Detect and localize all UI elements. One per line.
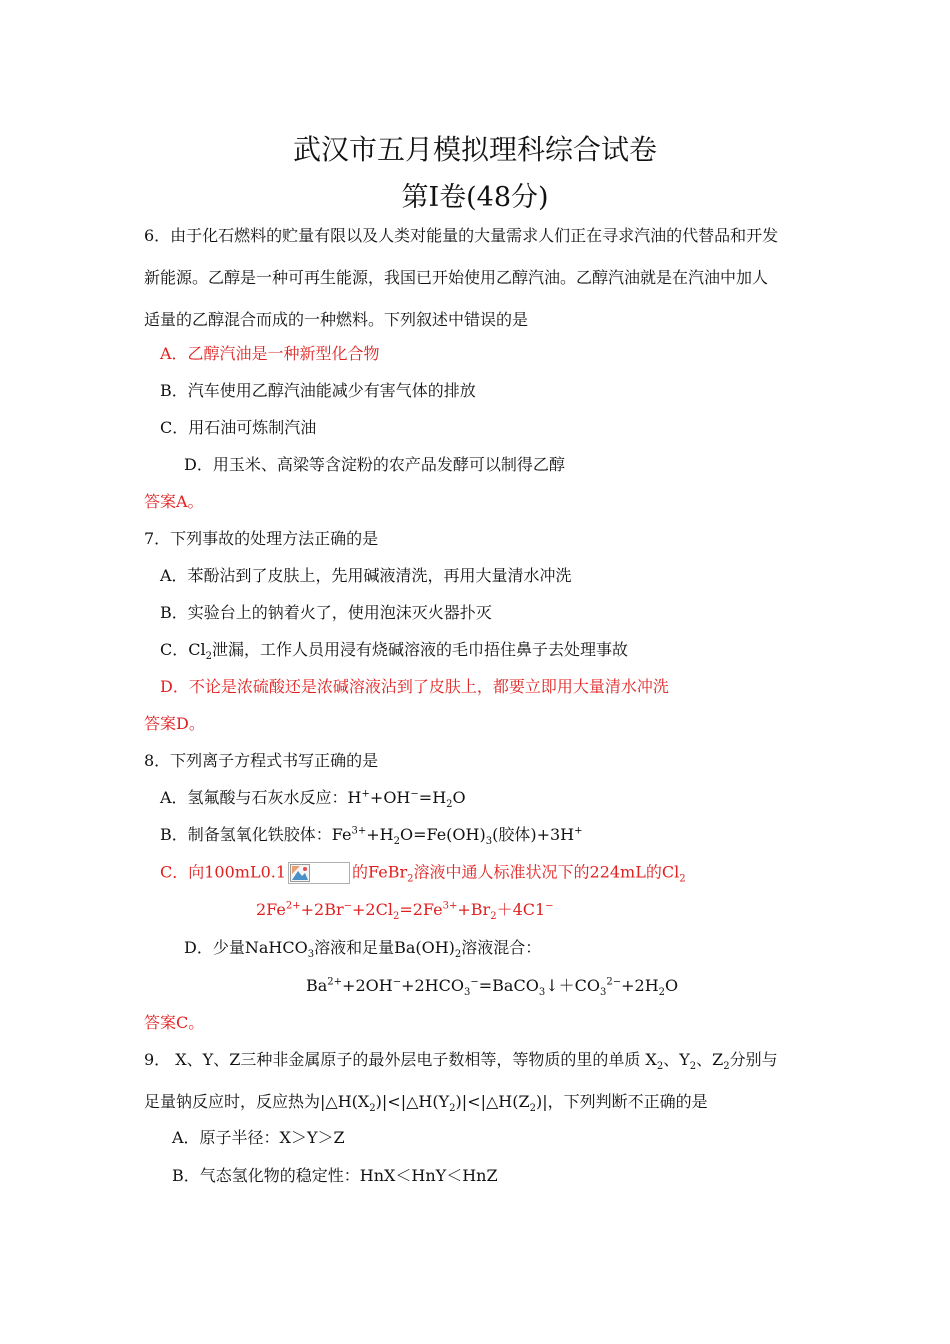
q6-answer: 答案A。 xyxy=(144,492,204,511)
q8-option-d: D．少量NaHCO$_3$溶液和足量$Ba(OH)_2$溶液混合： xyxy=(184,938,542,961)
q8-option-d-equation: $Ba^{2+}+2OH^-+2HCO_3^-=BaCO_3↓+CO_3^{2-}+2H_2O$ xyxy=(306,976,679,999)
q8-option-c: C．向100mL0.1 的FeBr$_2$溶液中通人标准状况下的224mL的$Cl_2$ xyxy=(160,862,686,885)
broken-image-icon xyxy=(288,862,350,884)
q7-option-d: D．不论是浓硫酸还是浓碱溶液沾到了皮肤上，都要立即用大量清水冲洗 xyxy=(160,677,669,696)
q6-stem-line2: 新能源。乙醇是一种可再生能源，我国已开始使用乙醇汽油。乙醇汽油就是在汽油中加人 xyxy=(144,268,769,287)
q8-answer: 答案C。 xyxy=(144,1013,205,1032)
q7-answer: 答案D。 xyxy=(144,714,205,733)
q9-option-a: A．原子半径：X＞Y＞Z xyxy=(172,1128,345,1147)
q7-option-a: A．苯酚沾到了皮肤上，先用碱液清洗，再用大量清水冲洗 xyxy=(160,566,572,585)
q8-option-c-equation: $2Fe^{2+}+2Br^-+2Cl_2=2Fe^{3+}+Br_2+4C1^-$ xyxy=(256,900,554,923)
q9-option-b: B．气态氢化物的稳定性：HnX＜HnY＜HnZ xyxy=(172,1166,498,1185)
q8-stem: 8．下列离子方程式书写正确的是 xyxy=(144,751,379,770)
q9-stem-line1: 9． X、Y、Z三种非金属原子的最外层电子数相等，等物质的里的单质 $X_2$、$Y_2$、$Z_2$分别与 xyxy=(144,1050,778,1073)
q6-option-b: B．汽车使用乙醇汽油能减少有害气体的排放 xyxy=(160,381,476,400)
page-subtitle: 第I卷(48分) xyxy=(401,182,549,213)
q6-option-c: C．用石油可炼制汽油 xyxy=(160,418,317,437)
q9-stem-line2: 足量钠反应时，反应热为$|\triangle H(X_2)|<|\triangle H(Y_2)|<|\triangle H(Z_2)|$，下列判断不正确的是 xyxy=(144,1092,708,1115)
q7-stem: 7．下列事故的处理方法正确的是 xyxy=(144,529,379,548)
page-title: 武汉市五月模拟理科综合试卷 xyxy=(292,133,657,166)
q6-stem-line1: 6．由于化石燃料的贮量有限以及人类对能量的大量需求人们正在寻求汽油的代替品和开发 xyxy=(144,226,779,245)
q8-option-a: A．氢氟酸与石灰水反应：$H^++OH^-=H_2O$ xyxy=(160,788,466,811)
q6-option-d: D．用玉米、高梁等含淀粉的农产品发酵可以制得乙醇 xyxy=(184,455,565,474)
q6-option-a: A．乙醇汽油是一种新型化合物 xyxy=(160,344,380,363)
q7-option-b: B．实验台上的钠着火了，使用泡沫灭火器扑灭 xyxy=(160,603,492,622)
q8-option-b: B．制备氢氧化铁胶体：$Fe^{3+}+H_2O=Fe(OH)_3$(胶体)+3H+ xyxy=(160,825,583,848)
q6-stem-line3: 适量的乙醇混合而成的一种燃料。下列叙述中错误的是 xyxy=(144,310,529,329)
q7-option-c: C．$Cl_2$泄漏，工作人员用浸有烧碱溶液的毛巾捂住鼻子去处理事故 xyxy=(160,640,628,663)
